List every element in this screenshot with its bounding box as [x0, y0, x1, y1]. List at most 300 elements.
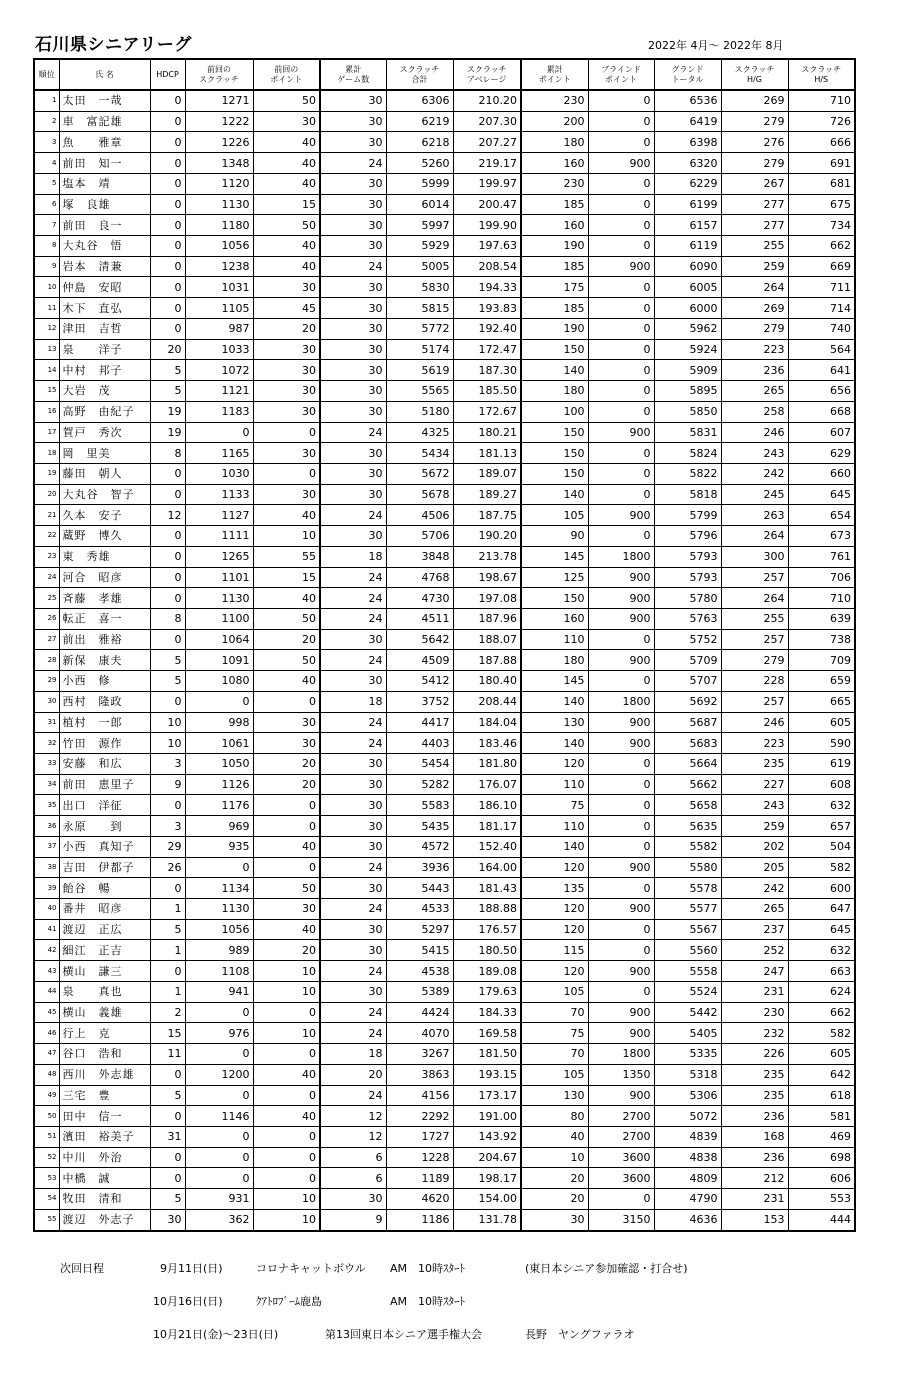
cell-scratch-total: 5997	[386, 215, 453, 236]
cell-grand-total: 5306	[654, 1085, 721, 1106]
cell-high-series: 504	[788, 836, 855, 857]
cell-rank: 31	[34, 712, 59, 733]
cell-scratch-total: 5583	[386, 795, 453, 816]
cell-blind-points: 0	[588, 981, 654, 1002]
cell-blind-points: 900	[588, 153, 654, 174]
cell-scratch-average: 189.27	[453, 484, 521, 505]
cell-grand-total: 5831	[654, 422, 721, 443]
cell-prev-scratch: 935	[185, 836, 253, 857]
cell-high-series: 662	[788, 1002, 855, 1023]
col-header: スクラッチ H/S	[788, 59, 855, 90]
cell-prev-scratch: 1064	[185, 629, 253, 650]
cell-high-series: 642	[788, 1064, 855, 1085]
cell-blind-points: 0	[588, 298, 654, 319]
cell-name: 太田 一哉	[59, 90, 150, 111]
cell-high-series: 740	[788, 318, 855, 339]
cell-name: 番井 昭彦	[59, 899, 150, 920]
cell-prev-scratch: 1146	[185, 1106, 253, 1127]
cell-rank: 28	[34, 650, 59, 671]
cell-high-game: 223	[721, 733, 788, 754]
cell-scratch-average: 164.00	[453, 857, 521, 878]
standings-body	[34, 90, 855, 1231]
cell-scratch-average: 189.08	[453, 961, 521, 982]
cell-prev-points: 0	[253, 1147, 320, 1168]
cell-blind-points: 900	[588, 1085, 654, 1106]
cell-points: 200	[521, 111, 588, 132]
cell-prev-points: 0	[253, 816, 320, 837]
cell-points: 160	[521, 215, 588, 236]
schedule-venue: ｸｱﾄﾛﾌﾞｰﾑ鹿島	[256, 1295, 322, 1308]
cell-scratch-average: 143.92	[453, 1126, 521, 1147]
cell-blind-points: 0	[588, 339, 654, 360]
cell-points: 160	[521, 608, 588, 629]
cell-scratch-average: 197.08	[453, 588, 521, 609]
cell-rank: 33	[34, 754, 59, 775]
table-row	[34, 629, 855, 650]
cell-blind-points: 1800	[588, 1044, 654, 1065]
cell-blind-points: 0	[588, 236, 654, 257]
cell-points: 140	[521, 836, 588, 857]
cell-grand-total: 5442	[654, 1002, 721, 1023]
cell-prev-scratch: 0	[185, 422, 253, 443]
cell-points: 145	[521, 546, 588, 567]
cell-name: 田中 信一	[59, 1106, 150, 1127]
cell-prev-scratch: 362	[185, 1209, 253, 1230]
cell-rank: 8	[34, 236, 59, 257]
cell-high-series: 726	[788, 111, 855, 132]
cell-name: 渡辺 外志子	[59, 1209, 150, 1230]
cell-rank: 17	[34, 422, 59, 443]
cell-scratch-total: 5174	[386, 339, 453, 360]
cell-hdcp: 0	[150, 484, 185, 505]
cell-points: 185	[521, 194, 588, 215]
cell-name: 竹田 源作	[59, 733, 150, 754]
cell-prev-scratch: 1127	[185, 505, 253, 526]
table-row	[34, 194, 855, 215]
cell-rank: 41	[34, 919, 59, 940]
cell-hdcp: 5	[150, 650, 185, 671]
cell-prev-scratch: 1271	[185, 90, 253, 111]
cell-high-series: 607	[788, 422, 855, 443]
cell-blind-points: 0	[588, 443, 654, 464]
cell-grand-total: 6536	[654, 90, 721, 111]
cell-blind-points: 1350	[588, 1064, 654, 1085]
cell-grand-total: 5072	[654, 1106, 721, 1127]
cell-prev-scratch: 1265	[185, 546, 253, 567]
table-row	[34, 816, 855, 837]
cell-blind-points: 900	[588, 857, 654, 878]
cell-name: 新保 康夫	[59, 650, 150, 671]
col-header: 前回の スクラッチ	[185, 59, 253, 90]
cell-rank: 32	[34, 733, 59, 754]
cell-high-series: 734	[788, 215, 855, 236]
cell-hdcp: 0	[150, 132, 185, 153]
cell-scratch-average: 181.43	[453, 878, 521, 899]
cell-rank: 9	[34, 256, 59, 277]
table-row	[34, 505, 855, 526]
cell-high-series: 629	[788, 443, 855, 464]
cell-grand-total: 6398	[654, 132, 721, 153]
table-row	[34, 919, 855, 940]
cell-prev-points: 20	[253, 774, 320, 795]
cell-points: 75	[521, 1023, 588, 1044]
cell-points: 180	[521, 650, 588, 671]
cell-blind-points: 3600	[588, 1168, 654, 1189]
table-row	[34, 733, 855, 754]
cell-prev-points: 50	[253, 608, 320, 629]
cell-prev-scratch: 1050	[185, 754, 253, 775]
cell-prev-points: 0	[253, 463, 320, 484]
cell-points: 150	[521, 463, 588, 484]
cell-grand-total: 5799	[654, 505, 721, 526]
cell-prev-scratch: 1031	[185, 277, 253, 298]
cell-prev-points: 45	[253, 298, 320, 319]
table-row	[34, 712, 855, 733]
cell-games: 30	[320, 816, 386, 837]
cell-hdcp: 19	[150, 401, 185, 422]
table-row	[34, 360, 855, 381]
cell-hdcp: 12	[150, 505, 185, 526]
cell-points: 185	[521, 256, 588, 277]
cell-prev-points: 40	[253, 836, 320, 857]
cell-name: 津田 吉哲	[59, 318, 150, 339]
cell-games: 30	[320, 381, 386, 402]
cell-grand-total: 5709	[654, 650, 721, 671]
cell-high-game: 265	[721, 381, 788, 402]
table-row	[34, 899, 855, 920]
cell-prev-points: 50	[253, 650, 320, 671]
cell-hdcp: 5	[150, 381, 185, 402]
cell-high-series: 444	[788, 1209, 855, 1230]
cell-name: 西川 外志雄	[59, 1064, 150, 1085]
cell-rank: 13	[34, 339, 59, 360]
cell-rank: 6	[34, 194, 59, 215]
cell-high-game: 269	[721, 90, 788, 111]
cell-high-game: 264	[721, 526, 788, 547]
cell-grand-total: 5796	[654, 526, 721, 547]
cell-scratch-average: 180.21	[453, 422, 521, 443]
cell-grand-total: 5658	[654, 795, 721, 816]
cell-games: 30	[320, 318, 386, 339]
cell-grand-total: 5850	[654, 401, 721, 422]
cell-hdcp: 0	[150, 318, 185, 339]
cell-blind-points: 0	[588, 318, 654, 339]
cell-name: 大丸谷 悟	[59, 236, 150, 257]
cell-scratch-total: 6014	[386, 194, 453, 215]
cell-high-game: 168	[721, 1126, 788, 1147]
table-row	[34, 484, 855, 505]
cell-scratch-total: 4417	[386, 712, 453, 733]
cell-scratch-total: 6306	[386, 90, 453, 111]
cell-scratch-total: 4509	[386, 650, 453, 671]
cell-rank: 2	[34, 111, 59, 132]
cell-high-series: 662	[788, 236, 855, 257]
cell-games: 24	[320, 256, 386, 277]
cell-rank: 26	[34, 608, 59, 629]
cell-scratch-average: 181.50	[453, 1044, 521, 1065]
cell-prev-scratch: 1134	[185, 878, 253, 899]
cell-prev-scratch: 1226	[185, 132, 253, 153]
cell-games: 24	[320, 961, 386, 982]
col-header: 順位	[34, 59, 59, 90]
cell-prev-scratch: 1238	[185, 256, 253, 277]
cell-blind-points: 2700	[588, 1106, 654, 1127]
table-row	[34, 277, 855, 298]
cell-high-game: 255	[721, 236, 788, 257]
cell-high-game: 231	[721, 981, 788, 1002]
cell-games: 24	[320, 608, 386, 629]
cell-scratch-average: 193.15	[453, 1064, 521, 1085]
cell-high-series: 632	[788, 795, 855, 816]
cell-scratch-average: 176.57	[453, 919, 521, 940]
cell-scratch-total: 5434	[386, 443, 453, 464]
cell-high-series: 590	[788, 733, 855, 754]
cell-points: 150	[521, 422, 588, 443]
cell-high-game: 252	[721, 940, 788, 961]
cell-prev-points: 10	[253, 981, 320, 1002]
cell-name: 出口 洋征	[59, 795, 150, 816]
cell-name: 車 富記雄	[59, 111, 150, 132]
cell-hdcp: 0	[150, 691, 185, 712]
cell-rank: 40	[34, 899, 59, 920]
cell-name: 小西 真知子	[59, 836, 150, 857]
cell-games: 30	[320, 401, 386, 422]
cell-name: 中橋 誠	[59, 1168, 150, 1189]
table-row	[34, 256, 855, 277]
cell-prev-scratch: 987	[185, 318, 253, 339]
cell-games: 30	[320, 236, 386, 257]
cell-name: 前田 知一	[59, 153, 150, 174]
cell-rank: 45	[34, 1002, 59, 1023]
cell-rank: 21	[34, 505, 59, 526]
cell-rank: 49	[34, 1085, 59, 1106]
cell-prev-scratch: 0	[185, 1044, 253, 1065]
cell-high-series: 660	[788, 463, 855, 484]
cell-games: 6	[320, 1147, 386, 1168]
cell-grand-total: 5580	[654, 857, 721, 878]
table-row	[34, 298, 855, 319]
cell-prev-scratch: 1180	[185, 215, 253, 236]
table-row	[34, 236, 855, 257]
cell-prev-points: 0	[253, 1126, 320, 1147]
cell-prev-scratch: 0	[185, 1147, 253, 1168]
cell-hdcp: 3	[150, 816, 185, 837]
cell-prev-points: 0	[253, 691, 320, 712]
cell-scratch-total: 5672	[386, 463, 453, 484]
cell-high-series: 605	[788, 712, 855, 733]
cell-rank: 3	[34, 132, 59, 153]
cell-scratch-average: 154.00	[453, 1189, 521, 1210]
cell-rank: 55	[34, 1209, 59, 1230]
cell-prev-scratch: 1108	[185, 961, 253, 982]
cell-scratch-total: 5565	[386, 381, 453, 402]
table-row	[34, 650, 855, 671]
cell-scratch-average: 191.00	[453, 1106, 521, 1127]
cell-prev-scratch: 1080	[185, 671, 253, 692]
cell-prev-points: 20	[253, 940, 320, 961]
cell-scratch-average: 190.20	[453, 526, 521, 547]
cell-high-game: 235	[721, 1085, 788, 1106]
cell-grand-total: 5335	[654, 1044, 721, 1065]
cell-grand-total: 5558	[654, 961, 721, 982]
cell-high-game: 236	[721, 1147, 788, 1168]
cell-high-game: 212	[721, 1168, 788, 1189]
cell-name: 賀戸 秀次	[59, 422, 150, 443]
cell-name: 牧田 清和	[59, 1189, 150, 1210]
cell-points: 120	[521, 919, 588, 940]
cell-blind-points: 0	[588, 919, 654, 940]
cell-points: 180	[521, 132, 588, 153]
cell-high-game: 258	[721, 401, 788, 422]
cell-scratch-total: 1186	[386, 1209, 453, 1230]
col-header: スクラッチ 合計	[386, 59, 453, 90]
cell-hdcp: 20	[150, 339, 185, 360]
cell-scratch-average: 199.90	[453, 215, 521, 236]
cell-prev-scratch: 941	[185, 981, 253, 1002]
cell-grand-total: 6199	[654, 194, 721, 215]
cell-hdcp: 26	[150, 857, 185, 878]
cell-grand-total: 6419	[654, 111, 721, 132]
cell-scratch-total: 5678	[386, 484, 453, 505]
cell-high-game: 255	[721, 608, 788, 629]
cell-scratch-average: 198.67	[453, 567, 521, 588]
cell-high-game: 246	[721, 712, 788, 733]
cell-prev-scratch: 976	[185, 1023, 253, 1044]
cell-points: 120	[521, 857, 588, 878]
cell-hdcp: 1	[150, 899, 185, 920]
cell-games: 30	[320, 836, 386, 857]
table-row	[34, 546, 855, 567]
cell-rank: 18	[34, 443, 59, 464]
cell-grand-total: 6229	[654, 173, 721, 194]
cell-rank: 12	[34, 318, 59, 339]
cell-scratch-total: 4620	[386, 1189, 453, 1210]
cell-games: 30	[320, 774, 386, 795]
cell-high-game: 230	[721, 1002, 788, 1023]
cell-high-game: 242	[721, 463, 788, 484]
cell-name: 泉 真也	[59, 981, 150, 1002]
cell-high-series: 709	[788, 650, 855, 671]
cell-grand-total: 5909	[654, 360, 721, 381]
cell-high-game: 300	[721, 546, 788, 567]
cell-name: 横山 謙三	[59, 961, 150, 982]
cell-scratch-total: 5005	[386, 256, 453, 277]
cell-games: 24	[320, 650, 386, 671]
schedule-location: 長野 ヤングファラオ	[525, 1328, 635, 1341]
schedule-date: 10月21日(金)～23日(日)	[153, 1328, 279, 1341]
cell-games: 30	[320, 277, 386, 298]
cell-hdcp: 0	[150, 546, 185, 567]
cell-blind-points: 900	[588, 588, 654, 609]
cell-prev-scratch: 0	[185, 1085, 253, 1106]
table-row	[34, 1044, 855, 1065]
cell-prev-scratch: 0	[185, 1168, 253, 1189]
cell-scratch-total: 5830	[386, 277, 453, 298]
cell-blind-points: 3150	[588, 1209, 654, 1230]
cell-scratch-average: 187.75	[453, 505, 521, 526]
cell-points: 160	[521, 153, 588, 174]
cell-prev-points: 10	[253, 1209, 320, 1230]
cell-prev-points: 50	[253, 878, 320, 899]
cell-high-game: 259	[721, 256, 788, 277]
cell-high-game: 223	[721, 339, 788, 360]
cell-prev-points: 40	[253, 1106, 320, 1127]
cell-high-series: 710	[788, 90, 855, 111]
cell-high-series: 606	[788, 1168, 855, 1189]
cell-scratch-average: 197.63	[453, 236, 521, 257]
cell-scratch-total: 5815	[386, 298, 453, 319]
cell-prev-scratch: 1133	[185, 484, 253, 505]
cell-blind-points: 0	[588, 111, 654, 132]
cell-blind-points: 900	[588, 567, 654, 588]
cell-grand-total: 6320	[654, 153, 721, 174]
cell-blind-points: 0	[588, 795, 654, 816]
cell-blind-points: 900	[588, 650, 654, 671]
cell-scratch-average: 194.33	[453, 277, 521, 298]
cell-high-game: 265	[721, 899, 788, 920]
cell-blind-points: 1800	[588, 546, 654, 567]
cell-scratch-total: 6219	[386, 111, 453, 132]
cell-prev-points: 40	[253, 153, 320, 174]
cell-scratch-average: 219.17	[453, 153, 521, 174]
cell-high-series: 659	[788, 671, 855, 692]
cell-rank: 42	[34, 940, 59, 961]
cell-rank: 43	[34, 961, 59, 982]
cell-rank: 44	[34, 981, 59, 1002]
cell-blind-points: 0	[588, 629, 654, 650]
cell-name: 木下 直弘	[59, 298, 150, 319]
cell-scratch-total: 5772	[386, 318, 453, 339]
cell-name: 前出 雅裕	[59, 629, 150, 650]
cell-grand-total: 5962	[654, 318, 721, 339]
table-row	[34, 132, 855, 153]
cell-high-game: 276	[721, 132, 788, 153]
cell-name: 渡辺 正広	[59, 919, 150, 940]
cell-rank: 19	[34, 463, 59, 484]
cell-prev-points: 40	[253, 132, 320, 153]
cell-high-game: 269	[721, 298, 788, 319]
cell-prev-scratch: 0	[185, 1002, 253, 1023]
cell-points: 105	[521, 981, 588, 1002]
cell-high-series: 675	[788, 194, 855, 215]
table-row	[34, 567, 855, 588]
cell-prev-scratch: 1056	[185, 919, 253, 940]
cell-prev-points: 30	[253, 111, 320, 132]
cell-name: 行上 克	[59, 1023, 150, 1044]
cell-hdcp: 29	[150, 836, 185, 857]
cell-blind-points: 900	[588, 422, 654, 443]
cell-points: 125	[521, 567, 588, 588]
cell-points: 190	[521, 236, 588, 257]
cell-prev-points: 20	[253, 754, 320, 775]
cell-hdcp: 5	[150, 919, 185, 940]
cell-name: 大岩 茂	[59, 381, 150, 402]
cell-prev-points: 55	[253, 546, 320, 567]
cell-rank: 14	[34, 360, 59, 381]
cell-high-game: 263	[721, 505, 788, 526]
cell-points: 110	[521, 816, 588, 837]
cell-prev-points: 0	[253, 1002, 320, 1023]
cell-name: 濱田 裕美子	[59, 1126, 150, 1147]
cell-games: 30	[320, 526, 386, 547]
col-header: 前回の ポイント	[253, 59, 320, 90]
table-row	[34, 1106, 855, 1127]
cell-scratch-total: 5642	[386, 629, 453, 650]
cell-hdcp: 0	[150, 961, 185, 982]
cell-high-series: 673	[788, 526, 855, 547]
cell-high-game: 279	[721, 153, 788, 174]
cell-rank: 36	[34, 816, 59, 837]
